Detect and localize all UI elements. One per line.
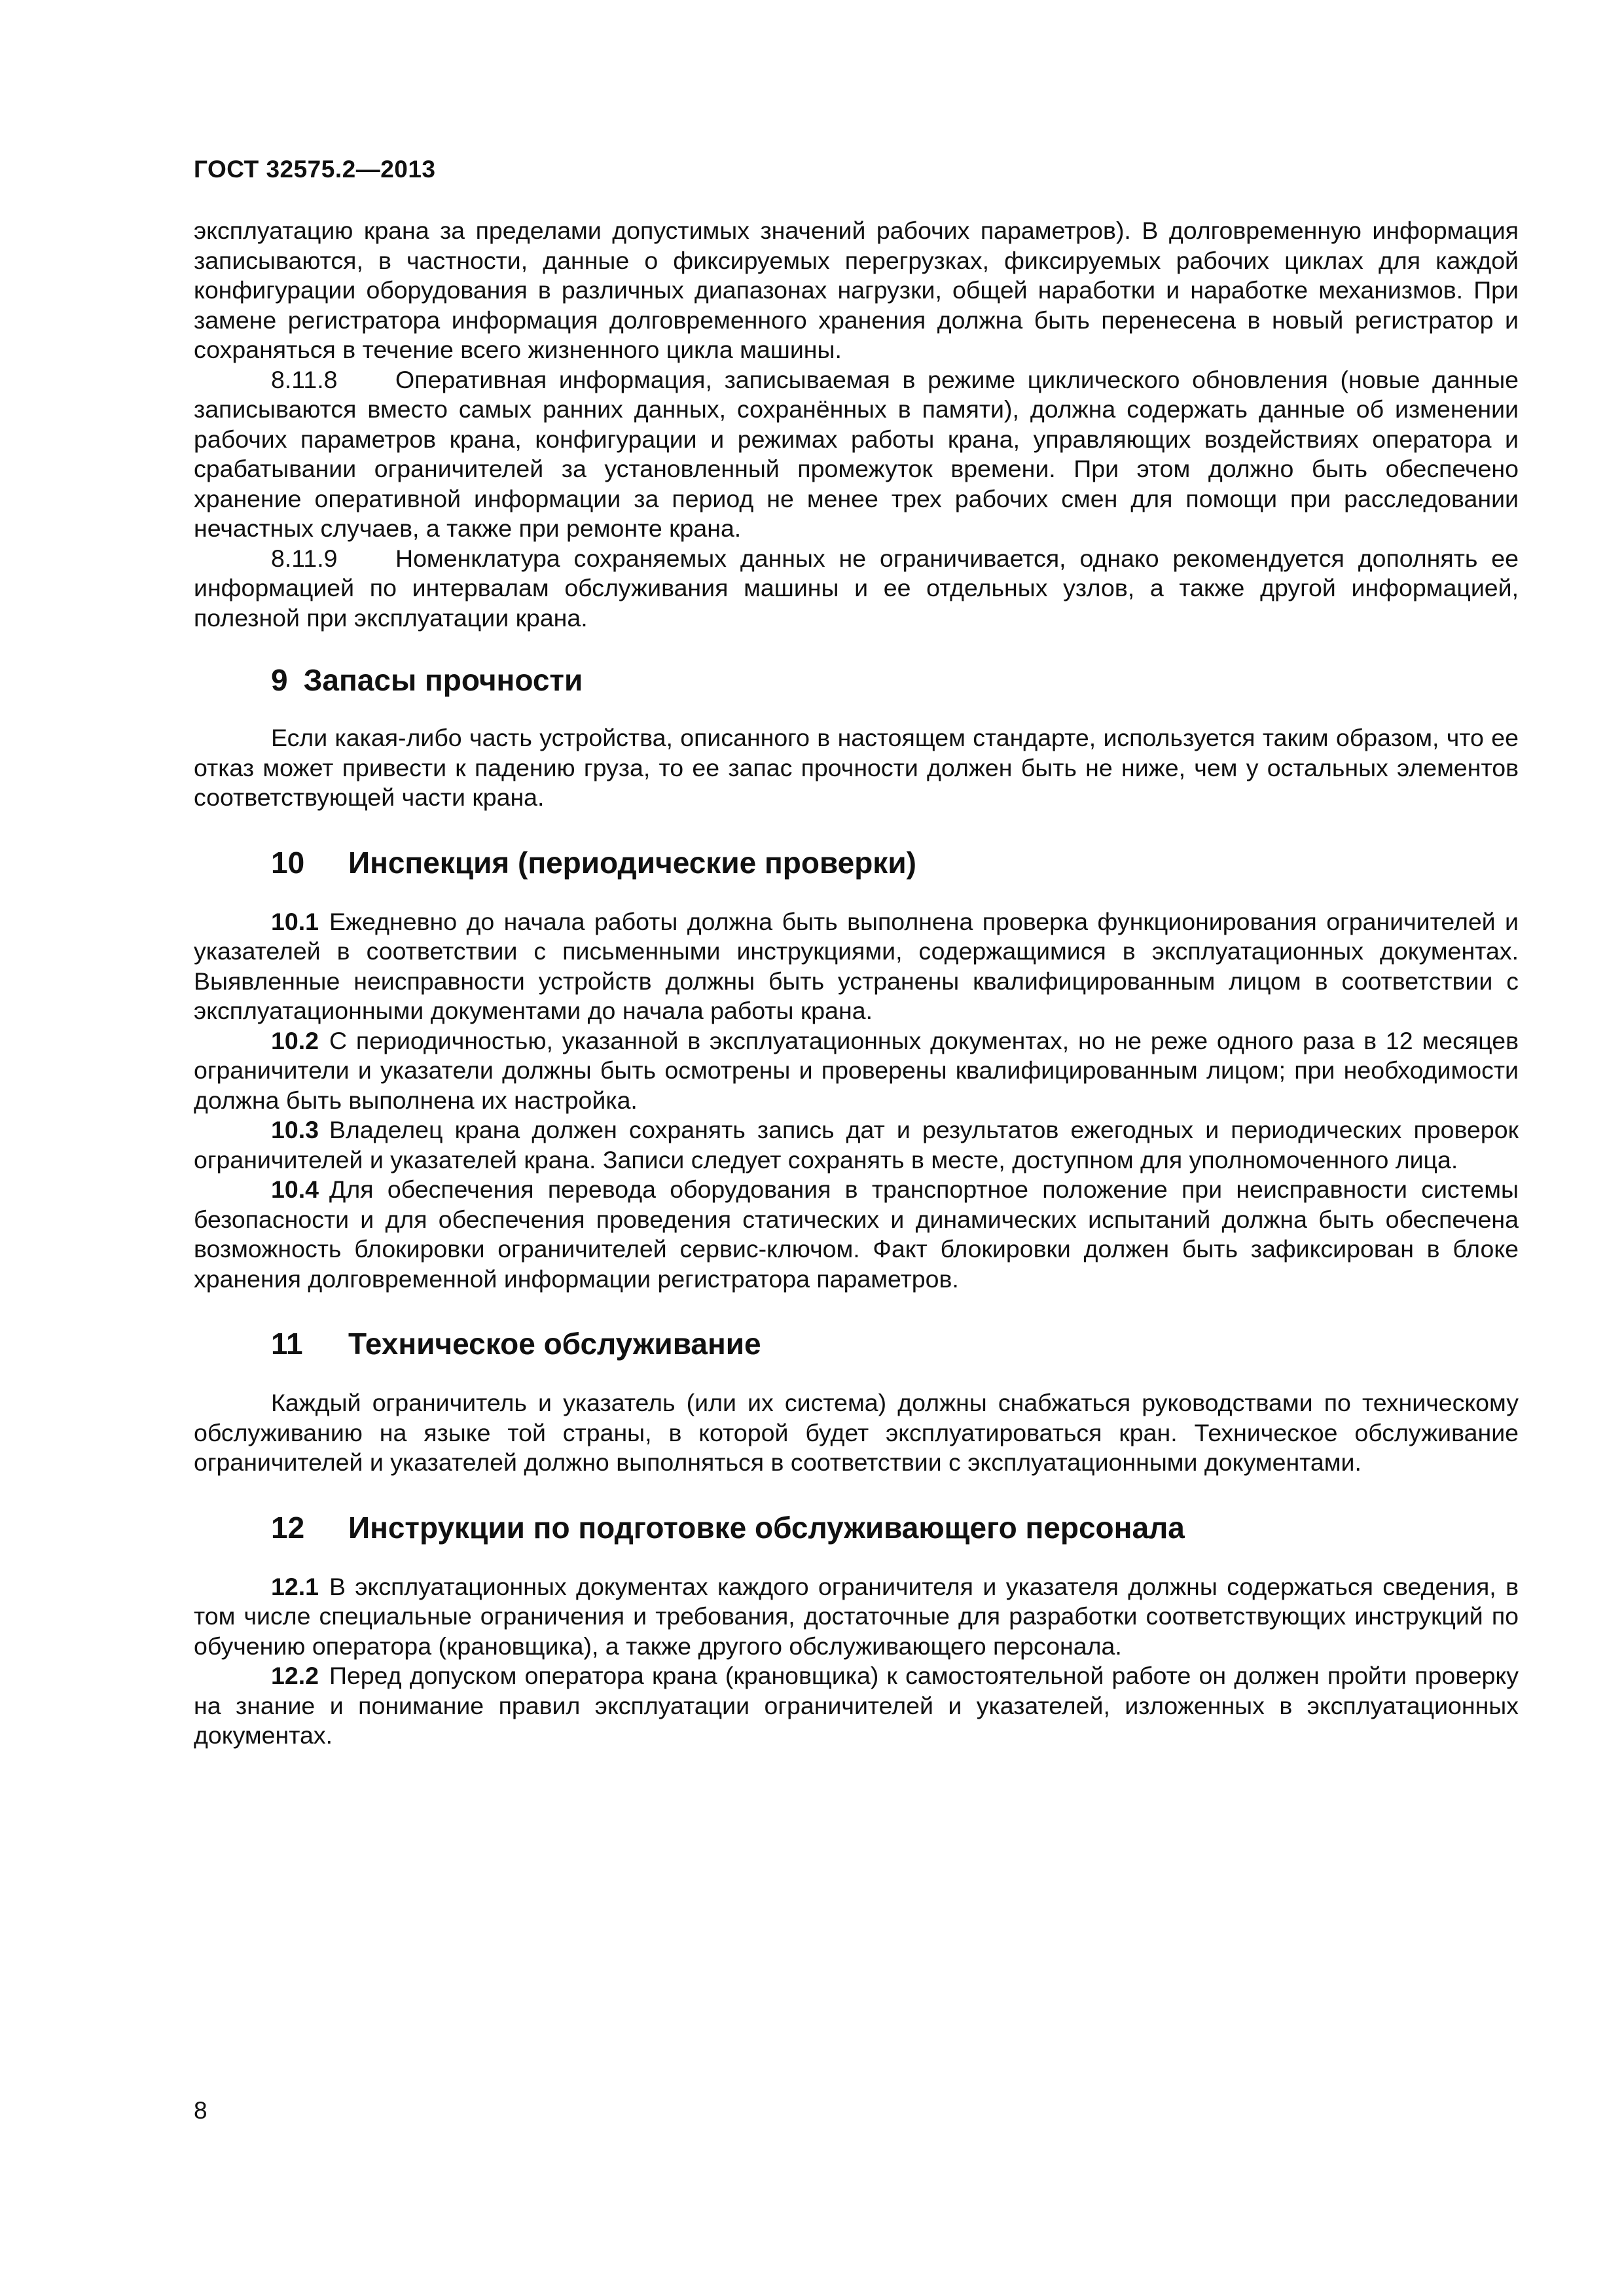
clause-8-11-8 — [194, 365, 1519, 544]
clause-number: 10.3 — [271, 1116, 319, 1143]
section-number: 12 — [271, 1510, 305, 1545]
section-11-heading — [194, 1325, 1519, 1362]
page-content — [194, 216, 1519, 1751]
clause-text: Для обеспечения перевода оборудования в транспортное положение при неисправности системы безопасности и для обеспечения проведения статических и динамических испытаний должна быть обеспечена возможность блокировки ограничителей сервис-ключом. Факт блокировки должен быть зафиксирован в блоке хранения долговременной информации регистратора параметров. — [194, 1175, 1519, 1293]
clause-8-11-9 — [194, 544, 1519, 634]
clause-10-3 — [194, 1115, 1519, 1175]
section-10-heading — [194, 844, 1519, 881]
section-9-heading — [194, 662, 1519, 698]
clause-number: 10.4 — [271, 1175, 319, 1203]
clause-10-2 — [194, 1026, 1519, 1116]
document-header: ГОСТ 32575.2—2013 — [194, 156, 436, 183]
clause-number: 8.11.9 — [271, 544, 338, 572]
clause-number: 12.1 — [271, 1572, 319, 1600]
clause-number: 10.1 — [271, 907, 319, 935]
clause-12-2 — [194, 1661, 1519, 1751]
clause-text: Владелец крана должен сохранять запись дат и результатов ежегодных и периодических проверок ограничителей и указателей крана. Записи следует сохранять в месте, доступном для уполномоченного лица. — [194, 1116, 1519, 1174]
clause-text: В эксплуатационных документах каждого ограничителя и указателя должны содержаться сведения, в том числе специальные ограничения и требования, достаточные для разработки соответствующих инструкций по обучению оператора (крановщика), а также другого обслуживающего персонала. — [194, 1572, 1519, 1660]
section-title: Инструкции по подготовке обслуживающего персонала — [348, 1510, 1185, 1545]
section-9-paragraph: Если какая-либо часть устройства, описанного в настоящем стандарте, используется таким образом, что ее отказ может привести к падению груза, то ее запас прочности должен быть не ниже, чем у остальных элементов соответствующей части крана. — [194, 724, 1519, 811]
section-number: 9 — [271, 663, 288, 697]
clause-text: Номенклатура сохраняемых данных не ограничивается, однако рекомендуется дополнять ее информацией по интервалам обслуживания машины и ее отдельных узлов, а также другой информацией, полезной при эксплуатации крана. — [194, 544, 1519, 632]
paragraph-continuation: эксплуатацию крана за пределами допустимых значений рабочих параметров). В долговременную информация записываются, в частности, данные о фиксируемых перегрузках, фиксируемых рабочих циклах для каждой конфигурации оборудования в различных диапазонах нагрузки, общей наработки и наработке механизмов. При замене регистратора информация долговременного хранения должна быть перенесена в новый регистратор и сохраняться в течение всего жизненного цикла машины. — [194, 217, 1519, 363]
section-number: 11 — [271, 1327, 303, 1361]
clause-number: 12.2 — [271, 1662, 319, 1689]
section-title: Инспекция (периодические проверки) — [348, 845, 916, 880]
clause-text: Оперативная информация, записываемая в режиме циклического обновления (новые данные записываются вместо самых ранних данных, сохранённых в памяти), должна содержать данные об изменении рабочих параметров крана, конфигурации и режимах работы крана, управляющих воздействиях оператора и срабатывании ограничителей за установленный промежуток времени. При этом должно быть обеспечено хранение оперативной информации за период не менее трех рабочих смен для помощи при расследовании нечастных случаев, а также при ремонте крана. — [194, 365, 1519, 542]
clause-10-1 — [194, 907, 1519, 1026]
clause-12-1 — [194, 1572, 1519, 1662]
page-number: 8 — [194, 2097, 208, 2124]
section-11-paragraph: Каждый ограничитель и указатель (или их система) должны снабжаться руководствами по техническому обслуживанию на языке той страны, в которой будет эксплуатироваться кран. Техническое обслуживание ограничителей и указателей должно выполняться в соответствии с эксплуатационными документами. — [194, 1389, 1519, 1476]
section-title: Техническое обслуживание — [348, 1327, 761, 1361]
clause-text: С периодичностью, указанной в эксплуатационных документах, но не реже одного раза в 12 месяцев ограничители и указатели должны быть осмотрены и проверены квалифицированным лицом; при необходимости должна быть выполнена их настройка. — [194, 1026, 1519, 1114]
section-12-heading — [194, 1509, 1519, 1546]
clause-number: 8.11.8 — [271, 365, 338, 393]
section-title: Запасы прочности — [303, 663, 583, 697]
clause-text: Перед допуском оператора крана (крановщика) к самостоятельной работе он должен пройти проверку на знание и понимание правил эксплуатации ограничителей и указателей, изложенных в эксплуатационных документах. — [194, 1662, 1519, 1749]
section-number: 10 — [271, 845, 305, 880]
clause-number: 10.2 — [271, 1026, 319, 1054]
clause-text: Ежедневно до начала работы должна быть выполнена проверка функционирования ограничителей и указателей в соответствии с письменными инструкциями, содержащимися в эксплуатационных документах. Выявленные неисправности устройств должны быть устранены квалифицированным лицом в соответствии с эксплуатационными документами до начала работы крана. — [194, 907, 1519, 1024]
clause-10-4 — [194, 1175, 1519, 1294]
